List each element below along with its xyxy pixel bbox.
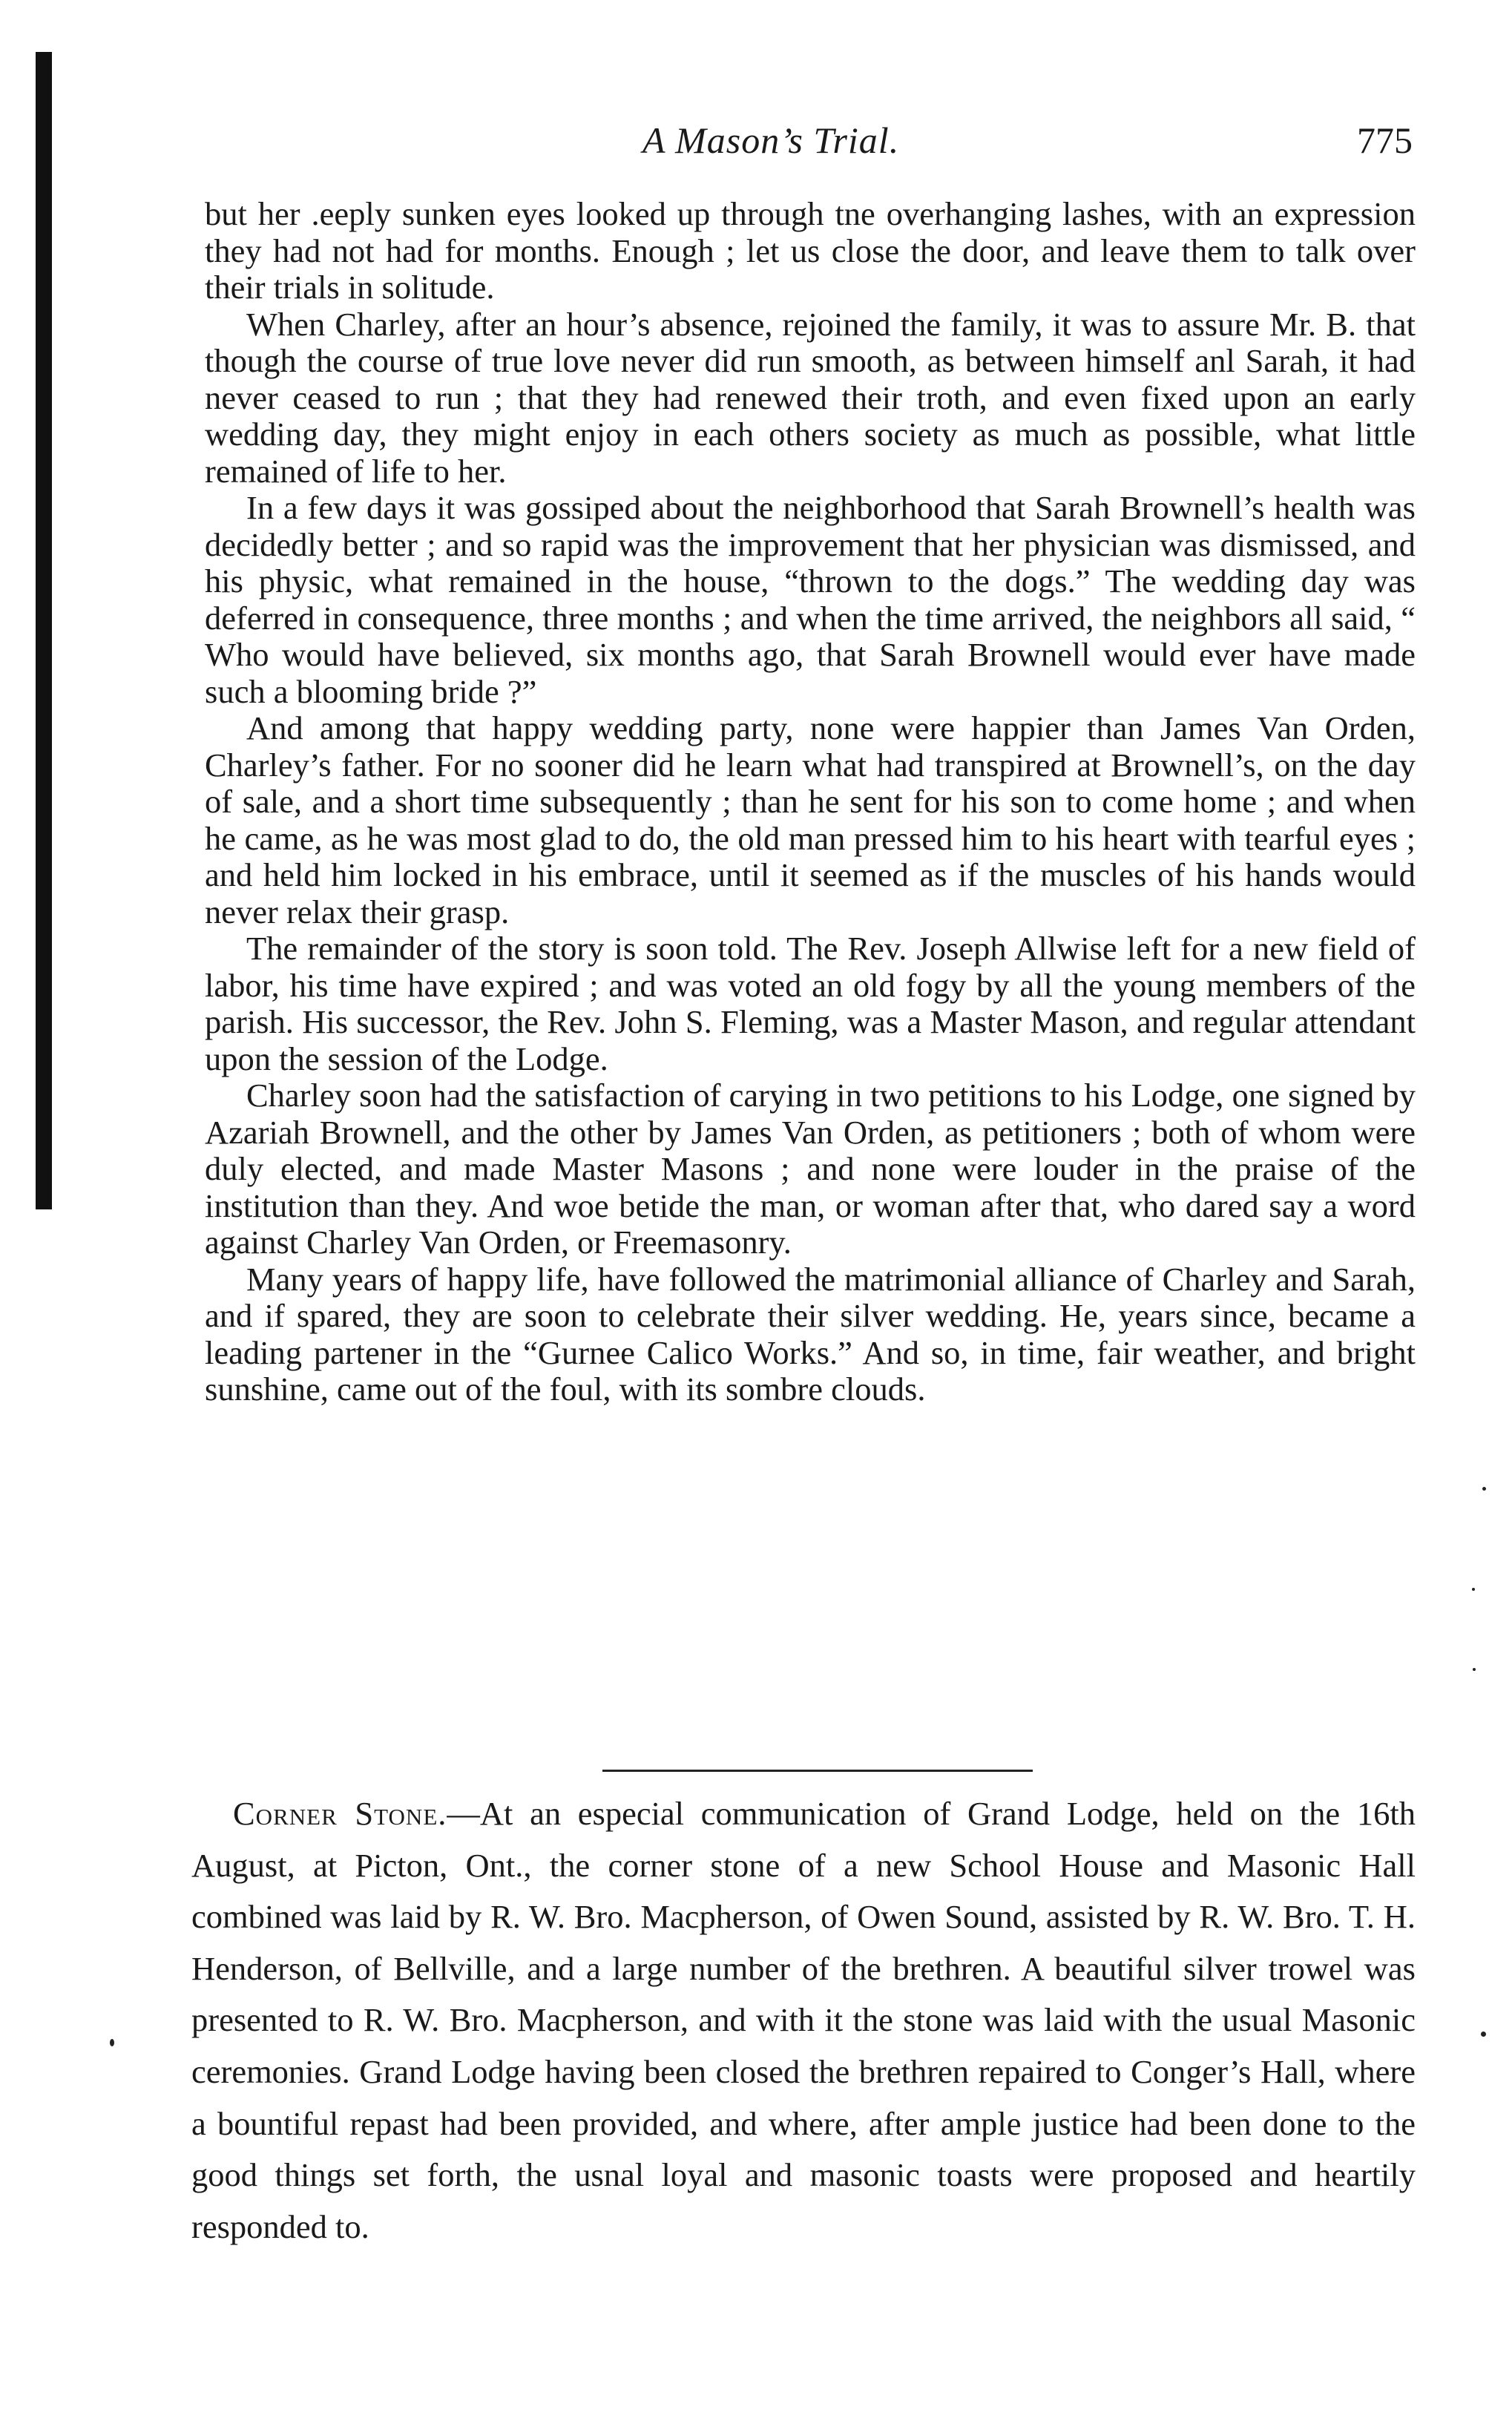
scan-speck bbox=[110, 2039, 114, 2046]
corner-stone-note bbox=[191, 1788, 1416, 2253]
story-paragraph: The remainder of the story is soon told. The Rev. Joseph Allwise left for a new field of labor, his time have expired ; and was voted an old fogy by all the young members of the parish. His successor, the Rev. John S. Fleming, was a Master Mason, and regular attendant upon the session of the Lodge. bbox=[205, 930, 1416, 1077]
running-title: A Mason’s Trial. bbox=[642, 119, 900, 161]
story-paragraph: When Charley, after an hour’s absence, rejoined the family, it was to assure Mr. B. that though the course of true love never did run smooth, as between himself anl Sarah, it had never ceased to run ; that they had renewed their troth, and even fixed upon an early wedding day, they might enjoy in each others society as much as possible, what little remained of life to her. bbox=[205, 305, 1416, 490]
note-paragraph bbox=[191, 1788, 1416, 2253]
page-number: 775 bbox=[1357, 119, 1413, 161]
scan-margin-bar bbox=[36, 52, 52, 1209]
note-heading: Corner Stone. bbox=[233, 1795, 447, 1832]
story-paragraph: Many years of happy life, have followed the matrimonial alliance of Charley and Sarah, and if spared, they are soon to celebrate their silver wedding. He, years since, became a leading partener in the “Gurnee Calico Works.” And so, in time, fair weather, and bright sunshine, came out of the foul, with its sombre clouds. bbox=[205, 1260, 1416, 1408]
section-divider bbox=[602, 1770, 1033, 1772]
story-paragraph: And among that happy wedding party, none were happier than James Van Orden, Charley’s father. For no sooner did he learn what had transpired at Brownell’s, on the day of sale, and a short time subsequently ; than he sent for his son to come home ; and when he came, as he was most glad to do, the old man pressed him to his heart with tearful eyes ; and held him locked in his embrace, until it seemed as if the muscles of his hands would never relax their grasp. bbox=[205, 709, 1416, 930]
story-paragraph: but her .eeply sunken eyes looked up through tne overhanging lashes, with an expression they had not had for months. Enough ; let us close the door, and leave them to talk over their trials in solitude. bbox=[205, 195, 1416, 306]
story-paragraph: In a few days it was gossiped about the neighborhood that Sarah Brownell’s health was decidedly better ; and so rapid was the improvement that her physician was dismissed, and his physic, what remained in the house, “thrown to the dogs.” The wedding day was deferred in consequence, three months ; and when the time arrived, the neighbors all said, “ Who would have believed, six months ago, that Sarah Brownell would ever have made such a blooming bride ?” bbox=[205, 489, 1416, 710]
story-paragraph: Charley soon had the satisfaction of carying in two petitions to his Lodge, one signed by Azariah Brownell, and the other by James Van Orden, as petitioners ; both of whom were duly elected, and made Master Masons ; and none were louder in the praise of the institution than they. And woe betide the man, or woman after that, who dared say a word against Charley Van Orden, or Freemasonry. bbox=[205, 1077, 1416, 1261]
scan-speck bbox=[1473, 1668, 1476, 1671]
page-header bbox=[205, 119, 1413, 171]
story-body bbox=[205, 196, 1416, 1408]
note-text: —At an especial communication of Grand Lodge, held on the 16th August, at Picton, Ont., the corner stone of a new School House and Masonic Hall combined was laid by R. W. Bro. Macpherson, of Owen Sound, assisted by R. W. Bro. T. H. Henderson, of Bellville, and a large number of the brethren. A beautiful silver trowel was presented to R. W. Bro. Macpherson, and with it the stone was laid with the usual Masonic ceremonies. Grand Lodge having been closed the brethren repaired to Conger’s Hall, where a bountiful repast had been provided, and where, after ample justice had been done to the good things set forth, the usnal loyal and masonic toasts were proposed and heartily responded to. bbox=[191, 1795, 1416, 2245]
scan-speck bbox=[1482, 1487, 1486, 1491]
scan-speck bbox=[1481, 2032, 1486, 2037]
scan-speck bbox=[1472, 1588, 1475, 1591]
